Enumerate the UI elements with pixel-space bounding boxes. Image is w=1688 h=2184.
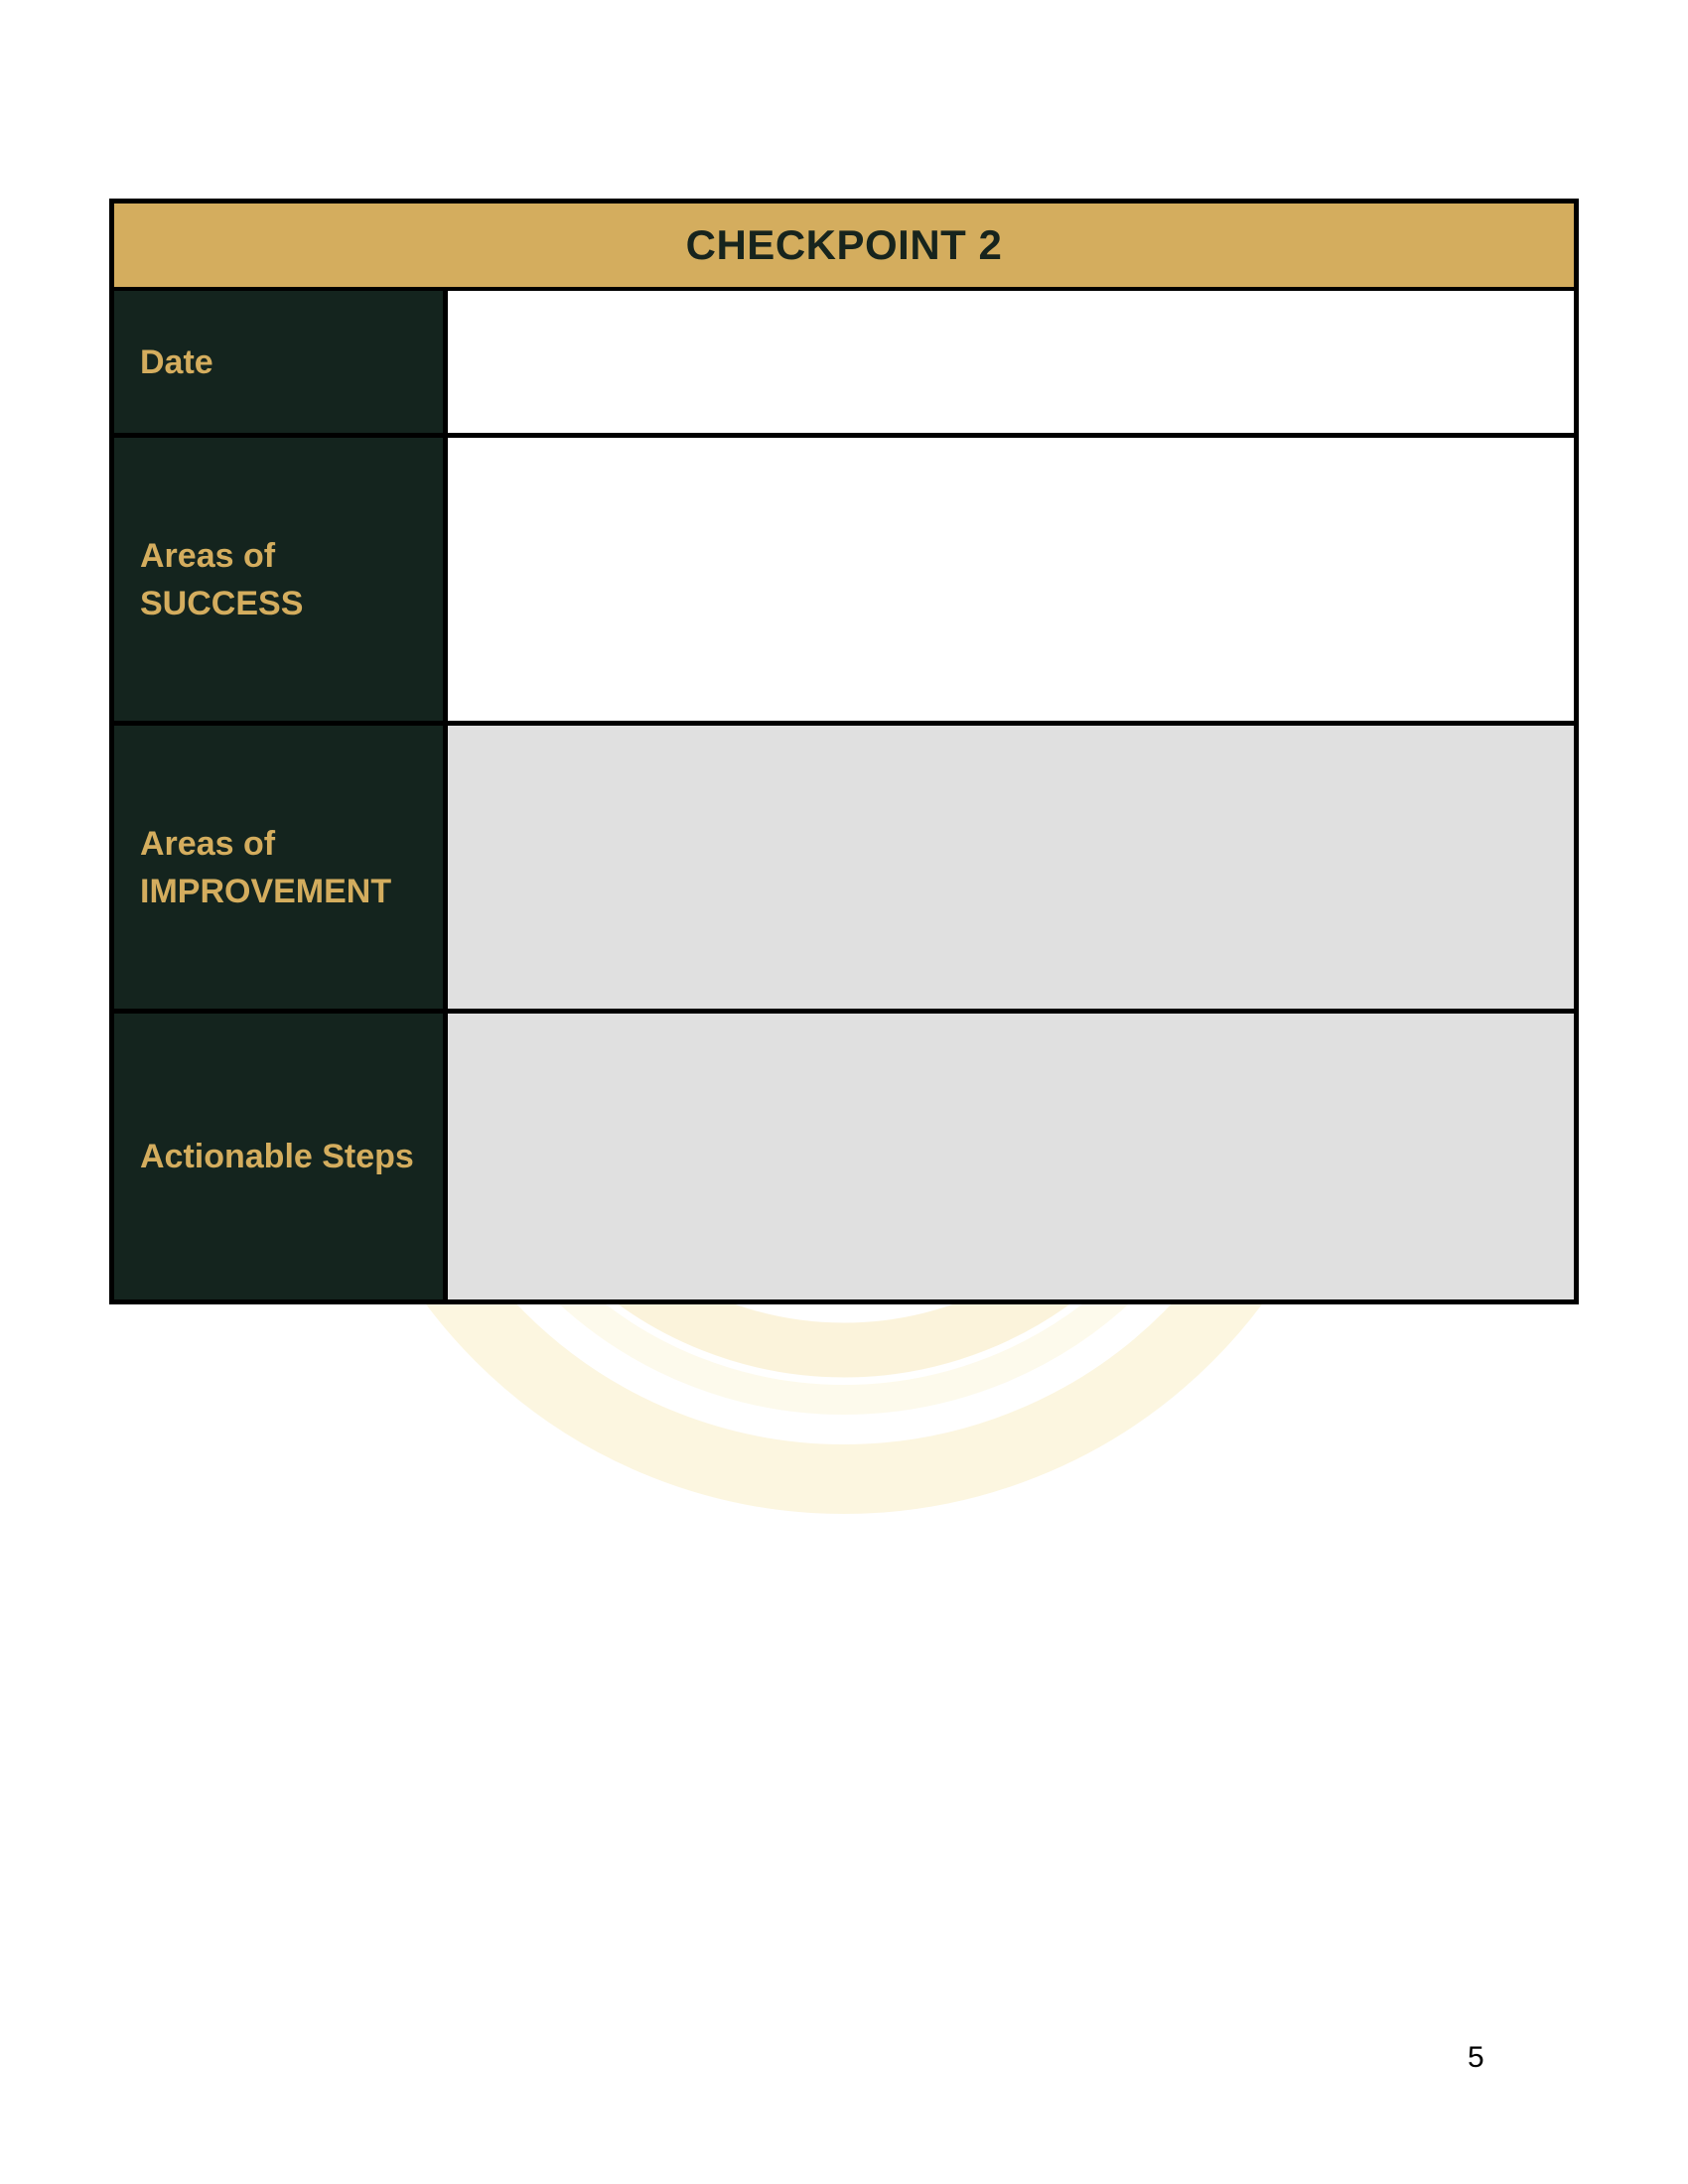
checkpoint-table — [109, 199, 1579, 1304]
row-label-cell — [114, 291, 448, 433]
row-label-cell — [114, 726, 448, 1009]
row-label-date: Date — [140, 342, 213, 381]
row-areas-of-success — [114, 438, 1574, 726]
row-actionable-steps — [114, 1014, 1574, 1299]
date-entry-field[interactable] — [448, 291, 1574, 433]
checkpoint-header — [114, 204, 1574, 291]
row-label-actionable-steps: Actionable Steps — [140, 1138, 414, 1175]
actionable-steps-entry-field[interactable] — [448, 1014, 1574, 1299]
improvement-entry-field[interactable] — [448, 726, 1574, 1009]
row-date — [114, 291, 1574, 438]
success-entry-field[interactable] — [448, 438, 1574, 721]
row-label-cell — [114, 438, 448, 721]
checkpoint-title: CHECKPOINT 2 — [685, 221, 1003, 268]
row-areas-of-improvement — [114, 726, 1574, 1014]
page-number: 5 — [1468, 2041, 1484, 2074]
row-label-success: Areas of SUCCESS — [140, 536, 304, 622]
row-label-improvement: Areas of IMPROVEMENT — [140, 824, 392, 910]
row-label-cell — [114, 1014, 448, 1299]
